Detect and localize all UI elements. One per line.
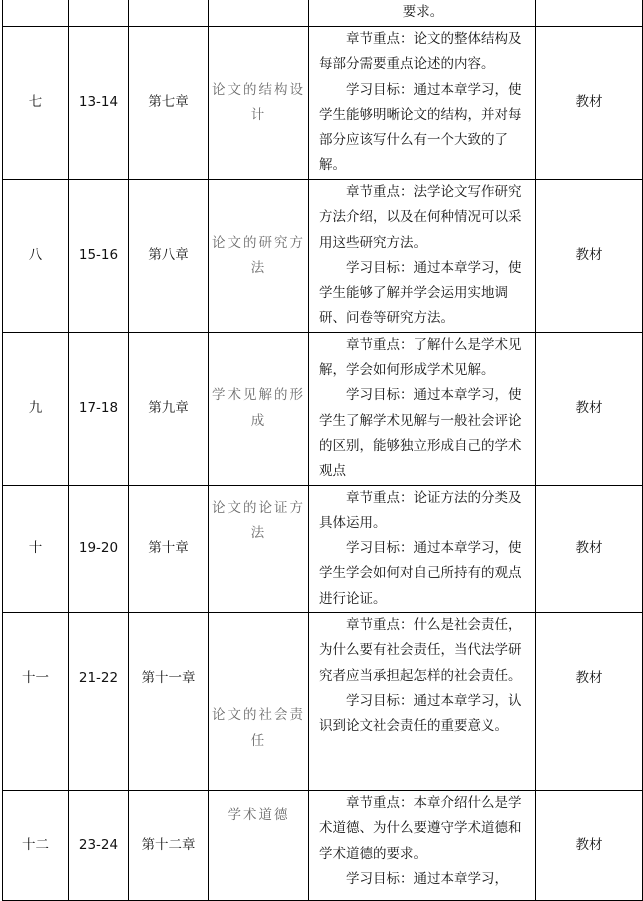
chapter-name: 第十一章 bbox=[129, 613, 209, 791]
class-hours: 23-24 bbox=[69, 791, 129, 901]
week-number: 十二 bbox=[3, 791, 69, 901]
chapter-cell bbox=[129, 0, 209, 27]
learning-goal: 学习目标：通过本章学习， bbox=[346, 870, 508, 887]
teaching-material: 教材 bbox=[536, 613, 643, 791]
learning-goal: 学习目标：通过本章学习，使学生了解学术见解与一般社会评论的区别，能够独立形成自己的学术观点 bbox=[319, 387, 522, 480]
teaching-material: 教材 bbox=[536, 485, 643, 612]
chapter-focus: 章节重点：本章介绍什么是学术道德、为什么要遵守学术道德和学术道德的要求。 bbox=[319, 795, 522, 862]
table-row bbox=[3, 791, 643, 901]
chapter-name: 第八章 bbox=[129, 180, 209, 333]
class-hours: 19-20 bbox=[69, 485, 129, 612]
table-row bbox=[3, 613, 643, 791]
week-number: 十 bbox=[3, 485, 69, 612]
description-cell bbox=[309, 613, 536, 791]
topic-title: 论文的社会责任 bbox=[209, 613, 309, 791]
topic-title: 论文的研究方法 bbox=[209, 180, 309, 333]
week-number: 七 bbox=[3, 27, 69, 180]
table-row bbox=[3, 332, 643, 485]
description-cell bbox=[309, 27, 536, 180]
chapter-name: 第九章 bbox=[129, 332, 209, 485]
topic-title: 论文的论证方法 bbox=[209, 485, 309, 612]
class-hours: 13-14 bbox=[69, 27, 129, 180]
table-row bbox=[3, 0, 643, 27]
chapter-name: 第七章 bbox=[129, 27, 209, 180]
chapter-name: 第十章 bbox=[129, 485, 209, 612]
description-cell bbox=[309, 485, 536, 612]
description-cell bbox=[309, 791, 536, 901]
teaching-material: 教材 bbox=[536, 180, 643, 333]
description-cell bbox=[309, 0, 536, 27]
week-number-cell bbox=[3, 0, 69, 27]
hours-cell bbox=[69, 0, 129, 27]
learning-goal: 学习目标：通过本章学习，使学生能够明晰论文的结构，并对每部分应该写什么有一个大致的了解。 bbox=[319, 81, 522, 174]
learning-goal: 学习目标：通过本章学习，使学生学会如何对自己所持有的观点进行论证。 bbox=[319, 540, 522, 607]
teaching-material: 教材 bbox=[536, 332, 643, 485]
description-cell bbox=[309, 332, 536, 485]
table-row bbox=[3, 485, 643, 612]
chapter-focus: 章节重点：了解什么是学术见解，学会如何形成学术见解。 bbox=[319, 336, 522, 379]
chapter-focus: 章节重点：什么是社会责任，为什么要有社会责任，当代法学研究者应当承担起怎样的社会责任。 bbox=[319, 617, 522, 684]
topic-cell bbox=[209, 0, 309, 27]
material-cell bbox=[536, 0, 643, 27]
class-hours: 21-22 bbox=[69, 613, 129, 791]
syllabus-table bbox=[2, 0, 643, 901]
week-number: 九 bbox=[3, 332, 69, 485]
chapter-focus: 章节重点：论证方法的分类及具体运用。 bbox=[319, 489, 522, 531]
chapter-focus: 章节重点：法学论文写作研究方法介绍，以及在何种情况可以采用这些研究方法。 bbox=[319, 184, 522, 251]
description-tail: 要求。 bbox=[402, 4, 444, 20]
description-cell bbox=[309, 180, 536, 333]
chapter-focus: 章节重点：论文的整体结构及每部分需要重点论述的内容。 bbox=[319, 31, 522, 73]
teaching-material: 教材 bbox=[536, 791, 643, 901]
topic-title: 论文的结构设计 bbox=[209, 27, 309, 180]
topic-title: 学术道德 bbox=[209, 791, 309, 901]
chapter-name: 第十二章 bbox=[129, 791, 209, 901]
teaching-material: 教材 bbox=[536, 27, 643, 180]
week-number: 十一 bbox=[3, 613, 69, 791]
topic-title: 学术见解的形成 bbox=[209, 332, 309, 485]
learning-goal: 学习目标：通过本章学习，认识到论文社会责任的重要意义。 bbox=[319, 692, 522, 735]
week-number: 八 bbox=[3, 180, 69, 333]
learning-goal: 学习目标：通过本章学习，使学生能够了解并学会运用实地调研、问卷等研究方法。 bbox=[319, 259, 522, 327]
class-hours: 17-18 bbox=[69, 332, 129, 485]
table-row bbox=[3, 180, 643, 333]
class-hours: 15-16 bbox=[69, 180, 129, 333]
table-row bbox=[3, 27, 643, 180]
